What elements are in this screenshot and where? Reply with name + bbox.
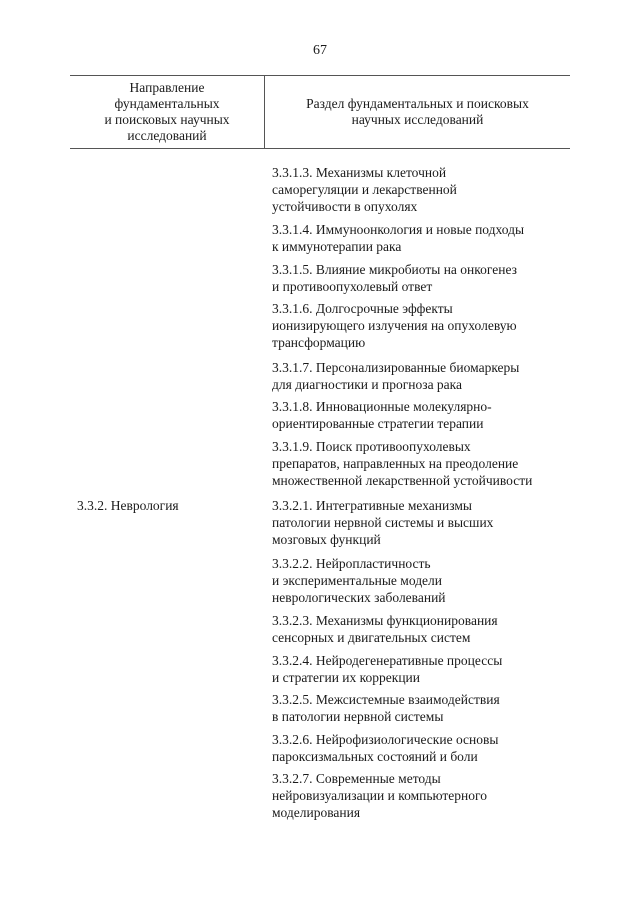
entry-line: 3.3.1.6. Долгосрочные эффекты [272, 301, 453, 316]
entry-line: 3.3.2.6. Нейрофизиологические основы [272, 732, 499, 747]
entry-line: 3.3.1.9. Поиск противоопухолевых [272, 439, 471, 454]
entry-line: мозговых функций [272, 532, 381, 547]
page-number: 67 [313, 43, 327, 58]
header-right-line: Раздел фундаментальных и поисковых [306, 96, 529, 111]
entry-line: 3.3.2.4. Нейродегенеративные процессы [272, 653, 503, 668]
table-top-rule [70, 75, 570, 76]
header-left-line: исследований [127, 128, 207, 143]
entry-line: саморегуляции и лекарственной [272, 182, 457, 197]
entry-line: нейровизуализации и компьютерного [272, 788, 487, 803]
entry-line: 3.3.2.7. Современные методы [272, 771, 441, 786]
section-entry [272, 164, 572, 215]
entry-line: ориентированные стратегии терапии [272, 416, 484, 431]
entry-line: для диагностики и прогноза рака [272, 377, 463, 392]
entry-line: патологии нервной системы и высших [272, 515, 494, 530]
section-entry [272, 497, 572, 548]
entry-line: устойчивости в опухолях [272, 199, 418, 214]
entry-line: моделирования [272, 805, 361, 820]
entry-line: сенсорных и двигательных систем [272, 630, 471, 645]
section-entry [272, 300, 572, 351]
section-entry [272, 612, 572, 646]
entry-line: и экспериментальные модели [272, 573, 443, 588]
section-entry [272, 691, 572, 725]
entry-line: препаратов, направленных на преодоление [272, 456, 519, 471]
entry-line: множественной лекарственной устойчивости [272, 473, 533, 488]
entry-line: 3.3.2.1. Интегративные механизмы [272, 498, 472, 513]
section-entry [272, 398, 572, 432]
header-section-column [265, 96, 570, 128]
header-right-line: научных исследований [351, 112, 484, 127]
header-left-line: и поисковых научных [104, 112, 230, 127]
section-entry [272, 438, 572, 489]
header-left-line: фундаментальных [114, 96, 220, 111]
entry-line: 3.3.2.2. Нейропластичность [272, 556, 431, 571]
entry-line: пароксизмальных состояний и боли [272, 749, 478, 764]
section-entry [272, 261, 572, 295]
entry-line: 3.3.1.4. Иммуноонкология и новые подходы [272, 222, 525, 237]
entry-line: 3.3.1.8. Инновационные молекулярно- [272, 399, 492, 414]
header-direction-column [70, 80, 264, 144]
header-left-line: Направление [129, 80, 205, 95]
entry-line: 3.3.1.5. Влияние микробиоты на онкогенез [272, 262, 517, 277]
entry-line: трансформацию [272, 335, 366, 350]
section-entry [272, 770, 572, 821]
entry-line: 3.3.1.3. Механизмы клеточной [272, 165, 447, 180]
entry-line: и противоопухолевый ответ [272, 279, 433, 294]
entry-line: неврологических заболеваний [272, 590, 446, 605]
entry-line: ионизирующего излучения на опухолевую [272, 318, 517, 333]
section-entry [272, 731, 572, 765]
entry-line: к иммунотерапии рака [272, 239, 402, 254]
entry-line: и стратегии их коррекции [272, 670, 420, 685]
header-bottom-rule [70, 148, 570, 149]
entry-line: 3.3.2.3. Механизмы функционирования [272, 613, 498, 628]
entry-line: 3.3.1.7. Персонализированные биомаркеры [272, 360, 520, 375]
section-entry [272, 221, 572, 255]
section-entry [272, 652, 572, 686]
direction-neurology: 3.3.2. Неврология [77, 498, 179, 513]
entry-line: в патологии нервной системы [272, 709, 444, 724]
section-entry [272, 555, 572, 606]
section-entry [272, 359, 572, 393]
entry-line: 3.3.2.5. Межсистемные взаимодействия [272, 692, 500, 707]
